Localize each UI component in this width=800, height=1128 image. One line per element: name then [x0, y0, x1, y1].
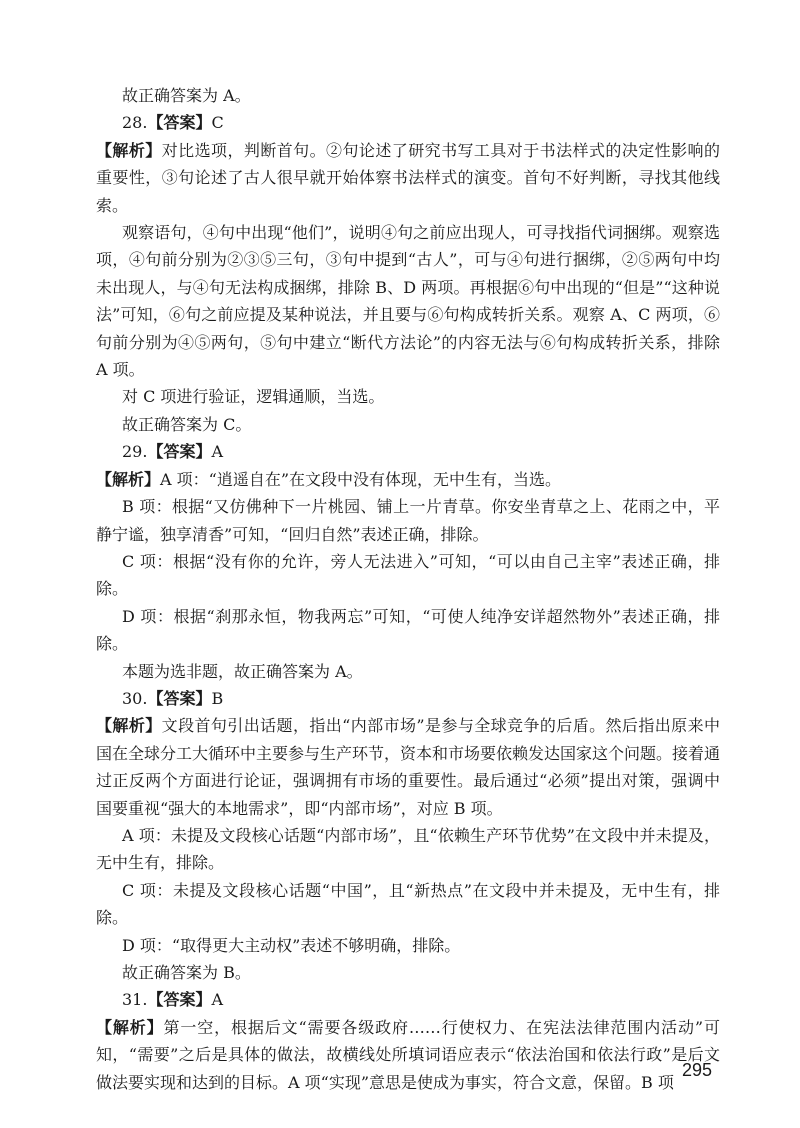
- q28-conclusion: 故正确答案为 C。: [122, 414, 252, 434]
- q30-answer-line: [96, 685, 720, 712]
- q29-analysis-p1: [96, 466, 720, 493]
- q30-option-a: A 项：未提及文段核心话题“内部市场”，且“依赖生产环节优势”在文段中并未提及，无中生有，排除。: [96, 825, 720, 873]
- q30-answer: B: [211, 688, 224, 708]
- q29-conclusion: 本题为选非题，故正确答案为 A。: [122, 661, 363, 681]
- q30-analysis-tag: 【解析】: [96, 716, 162, 736]
- q28-answer-tag: 【答案】: [147, 113, 212, 133]
- q31-answer-tag: 【答案】: [147, 990, 212, 1010]
- q30-option-d: D 项：“取得更大主动权”表述不够明确，排除。: [122, 935, 461, 955]
- q31-answer-line: [96, 986, 720, 1013]
- q30-analysis-p1: [96, 712, 720, 822]
- q29-answer-line: [96, 438, 720, 465]
- q31-number: 31.: [122, 990, 148, 1010]
- q29-answer: A: [211, 442, 224, 462]
- q29-option-d: D 项：根据“刹那永恒，物我两忘”可知，“可使人纯净安详超然物外”表述正确，排除。: [96, 606, 720, 654]
- page-number: 295: [682, 1060, 713, 1080]
- q30-number: 30.: [122, 688, 148, 708]
- q29-number: 29.: [122, 442, 148, 462]
- q29-answer-tag: 【答案】: [147, 442, 212, 462]
- q31-answer: A: [211, 990, 224, 1010]
- q31-analysis-text: 第一空，根据后文“需要各级政府……行使权力、在宪法法律范围内活动”可知，“需要”之后是具体的做法，故横线处所填词语应表示“依法治国和依法行政”是后文做法要实现和达到的目标。A 项“实现”意思是使成为事实，符合文意，保留。B 项: [96, 1017, 720, 1092]
- q28-number: 28.: [122, 113, 148, 133]
- q27-conclusion: 故正确答案为 A。: [122, 86, 251, 105]
- q28-answer: C: [211, 113, 224, 133]
- q29-analysis-tag: 【解析】: [96, 469, 161, 489]
- q30-answer-tag: 【答案】: [147, 688, 212, 708]
- q28-analysis-p2: 观察语句，④句中出现“他们”，说明④句之前应出现人，可寻找指代词捆绑。观察选项，④句前分别为②③⑤三句，③句中提到“古人”，可与④句进行捆绑，②⑤两句中均未出现人，与④句无法构成捆绑，排除 B、D 两项。再根据⑥句中出现的“但是”“这种说法”可知，⑥句之前应提及某种说法，并且要与⑥句构成转折关系。观察 A、C 两项，⑥句前分别为④⑤两句，⑤句中建立“断代方法论”的内容无法与⑥句构成转折关系，排除 A 项。: [96, 223, 720, 380]
- q31-analysis-tag: 【解析】: [96, 1017, 164, 1037]
- q28-analysis-p1: [96, 137, 720, 219]
- q29-option-b: B 项：根据“又仿佛种下一片桃园、铺上一片青草。你安坐青草之上、花雨之中，平静宁谧，独享清香”可知，“回归自然”表述正确，排除。: [96, 497, 720, 544]
- q30-option-c: C 项：未提及文段核心话题“中国”，且“新热点”在文段中并未提及，无中生有，排除。: [96, 880, 720, 928]
- q31-analysis-p1: [96, 1014, 720, 1096]
- q30-analysis-text: 文段首句引出话题，指出“内部市场”是参与全球竞争的后盾。然后指出原来中国在全球分工大循环中主要参与生产环节，资本和市场要依赖发达国家这个问题。接着通过正反两个方面进行论证，强调拥有市场的重要性。最后通过“必须”提出对策，强调中国要重视“强大的本地需求”，即“内部市场”，对应 B 项。: [96, 716, 721, 818]
- page-content: [96, 82, 720, 1096]
- q29-analysis-text: A 项：“逍遥自在”在文段中没有体现，无中生有，当选。: [160, 469, 562, 489]
- q29-option-c: C 项：根据“没有你的允许，旁人无法进入”可知，“可以由自己主宰”表述正确，排除。: [96, 551, 720, 599]
- q28-analysis-p3: 对 C 项进行验证，逻辑通顺，当选。: [122, 387, 385, 407]
- q28-answer-line: [96, 109, 720, 136]
- q28-analysis-text: 对比选项，判断首句。②句论述了研究书写工具对于书法样式的决定性影响的重要性，③句论述了古人很早就开始体察书法样式的演变。首句不好判断，寻找其他线索。: [96, 140, 720, 215]
- q28-analysis-tag: 【解析】: [96, 140, 162, 160]
- q30-conclusion: 故正确答案为 B。: [122, 963, 251, 982]
